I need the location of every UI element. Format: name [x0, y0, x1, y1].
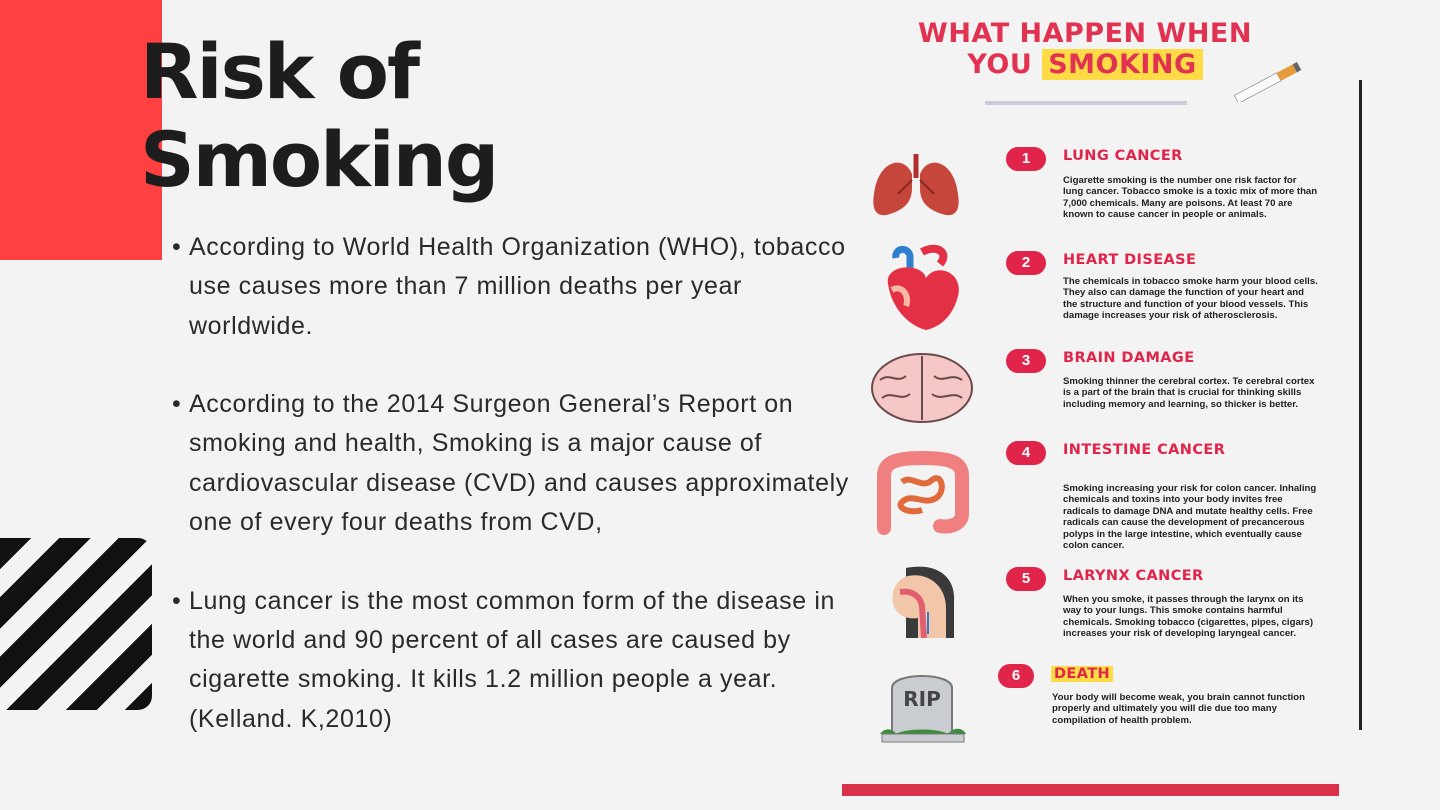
bullet-item: • Lung cancer is the most common form of the disease in the world and 90 percent of all cases are caused by cigarette smoking. It kills 1.2 million people a year.(Kelland. K,2010) — [172, 582, 862, 739]
gravestone-text: RIP — [903, 687, 941, 711]
larynx-icon — [866, 562, 978, 654]
item-number-badge: 2 — [1006, 251, 1046, 275]
bottom-red-bar — [842, 784, 1339, 796]
bullet-item: • According to the 2014 Surgeon General’s Report on smoking and health, Smoking is a major cause of cardiovascular disease (CVD) and causes approximately one of every four deaths from CVD, — [172, 385, 862, 542]
cigarette-icon — [1228, 62, 1308, 102]
smoking-infographic — [840, 0, 1370, 810]
bullet-item: • According to World Health Organization (WHO), tobacco use causes more than 7 million deaths per year worldwide. — [172, 228, 862, 346]
infographic-title-line1: WHAT HAPPEN WHEN — [918, 18, 1252, 49]
vertical-divider — [1359, 80, 1362, 730]
item-title: HEART DISEASE — [1063, 252, 1197, 268]
heart-icon — [866, 244, 978, 336]
item-title: INTESTINE CANCER — [1063, 442, 1226, 458]
item-description: Smoking thinner the cerebral cortex. Te cerebral cortex is a part of the brain that is crucial for thinking skills including memory and learning, so thicker is better. — [1063, 376, 1315, 410]
slide-title — [140, 28, 497, 204]
slide-title-line1: Risk of — [140, 27, 419, 116]
item-title: BRAIN DAMAGE — [1063, 350, 1195, 366]
item-title: DEATH — [1051, 666, 1113, 682]
item-description: Smoking increasing your risk for colon cancer. Inhaling chemicals and toxins into your body invites free radicals to damage DNA and mutate healthy cells. Free radicals can cause the development of precancerous polyps in the large intestine, which eventually cause colon cancer. — [1063, 483, 1317, 552]
item-description: The chemicals in tobacco smoke harm your blood cells. They also can damage the function of your heart and the structure and function of your blood vessels. This damage increases your risk of atherosclerosis. — [1063, 276, 1318, 322]
slide-title-line2: Smoking — [140, 115, 498, 204]
item-number-badge: 5 — [1006, 567, 1046, 591]
item-number-badge: 4 — [1006, 441, 1046, 465]
brain-icon — [866, 344, 978, 436]
infographic-title-you: YOU — [967, 49, 1033, 80]
bullet-list — [172, 228, 862, 778]
item-description: When you smoke, it passes through the larynx on its way to your lungs. This smoke contains harmful chemicals. Smoking tobacco (cigarettes, pipes, cigars) increases your risk of developing laryngeal cancer. — [1063, 594, 1314, 640]
intestine-icon — [866, 448, 978, 540]
infographic-title-highlight: SMOKING — [1042, 49, 1203, 80]
item-number-badge: 3 — [1006, 349, 1046, 373]
lungs-icon — [866, 144, 978, 236]
title-underline — [985, 101, 1187, 105]
red-accent-block — [0, 0, 162, 260]
item-number-badge: 1 — [1006, 147, 1046, 171]
item-description: Cigarette smoking is the number one risk factor for lung cancer. Tobacco smoke is a toxic mix of more than 7,000 chemicals. Many are poisons. At least 70 are known to cause cancer in people or animals. — [1063, 175, 1318, 221]
gravestone-icon — [866, 664, 978, 756]
item-title: LUNG CANCER — [1063, 148, 1183, 164]
item-number-badge: 6 — [998, 664, 1034, 688]
item-title: LARYNX CANCER — [1063, 568, 1204, 584]
decorative-stripes — [0, 538, 152, 710]
item-description: Your body will become weak, you brain cannot function properly and ultimately you will die due too many compilation of health problem. — [1052, 692, 1306, 726]
